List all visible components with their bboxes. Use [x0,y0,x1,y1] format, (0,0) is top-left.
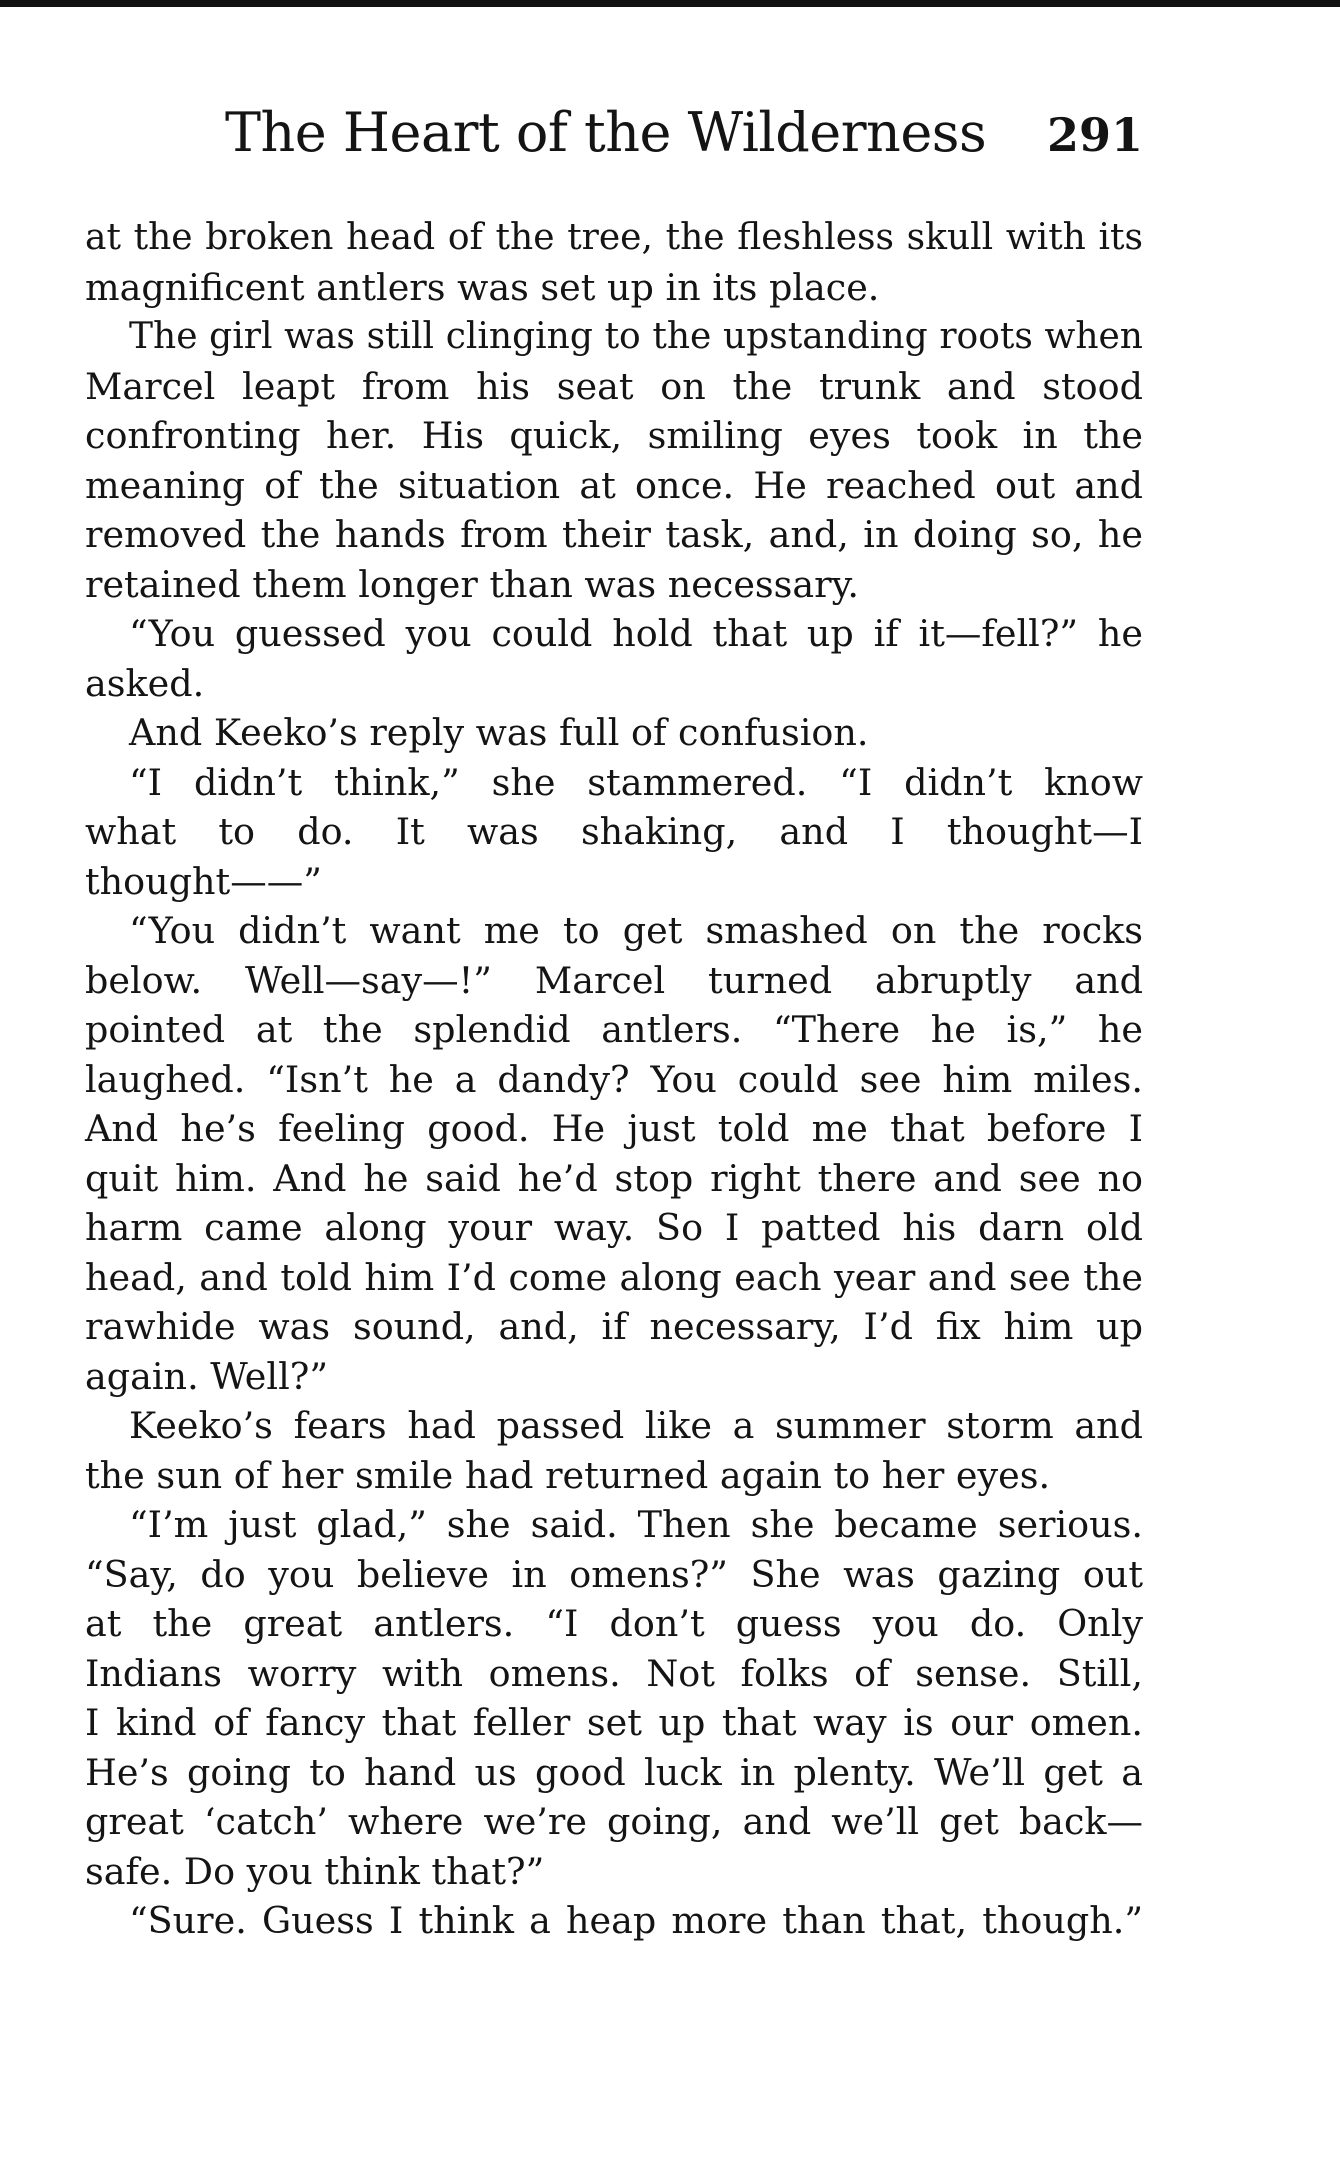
text-line: Indians worry with omens. Not folks of sense. Still, [85,1651,1143,1695]
text-line: “I’m just glad,” she said. Then she became serious. [129,1503,1143,1546]
text-line: The girl was still clinging to the upstanding roots when [129,316,1143,357]
text-line: below. Well—say—!” Marcel turned abruptly and [85,958,1143,1002]
text-line: quit him. And he said he’d stop right there and see no [85,1156,1143,1200]
text-line: again. Well?” [85,1354,328,1398]
text-line: laughed. “Isn’t he a dandy? You could see him miles. [85,1057,1143,1101]
text-line: He’s going to hand us good luck in plenty. We’ll get a [85,1750,1143,1794]
text-line: harm came along your way. So I patted his darn old [85,1206,1143,1249]
text-line: “I didn’t think,” she stammered. “I didn’t know [129,760,1143,804]
text-line: asked. [85,661,205,705]
text-line: at the broken head of the tree, the fleshless skull with its [85,217,1143,258]
body-text [85,213,1143,1946]
text-line: retained them longer than was necessary. [85,562,859,606]
text-line: “You guessed you could hold that up if it—fell?” he [129,612,1143,655]
text-line: removed the hands from their task, and, in doing so, he [85,513,1143,556]
text-line: what to do. It was shaking, and I thought—I [85,810,1143,853]
text-line: “Say, do you believe in omens?” She was gazing out [85,1552,1143,1596]
text-line: the sun of her smile had returned again to her eyes. [85,1453,1051,1497]
text-line: rawhide was sound, and, if necessary, I’d fix him up [85,1305,1143,1348]
text-line: “You didn’t want me to get smashed on the rocks [129,909,1143,952]
text-line: meaning of the situation at once. He reached out and [85,463,1143,507]
text-line: at the great antlers. “I don’t guess you do. Only [85,1602,1143,1645]
text-line: great ‘catch’ where we’re going, and we’ll get back— [85,1800,1143,1843]
text-line: Keeko’s fears had passed like a summer storm and [129,1404,1143,1447]
page-number: 291 [1046,108,1143,162]
text-line: safe. Do you think that?” [85,1849,545,1893]
text-line: pointed at the splendid antlers. “There he is,” he [85,1008,1143,1051]
text-line: “Sure. Guess I think a heap more than that, though.” [129,1899,1143,1942]
text-line: And he’s feeling good. He just told me that before I [85,1107,1143,1150]
text-line: confronting her. His quick, smiling eyes took in the [85,414,1143,457]
text-line: thought——” [85,859,322,903]
page-header [225,98,1143,168]
text-line: head, and told him I’d come along each year and see the [85,1255,1143,1299]
running-title: The Heart of the Wilderness [225,101,987,164]
page-top-edge [0,0,1340,7]
text-line: Marcel leapt from his seat on the trunk and stood [85,364,1143,408]
text-line: magnificent antlers was set up in its place. [85,265,880,309]
text-line: I kind of fancy that feller set up that way is our omen. [85,1701,1143,1744]
text-line: And Keeko’s reply was full of confusion. [129,711,869,754]
